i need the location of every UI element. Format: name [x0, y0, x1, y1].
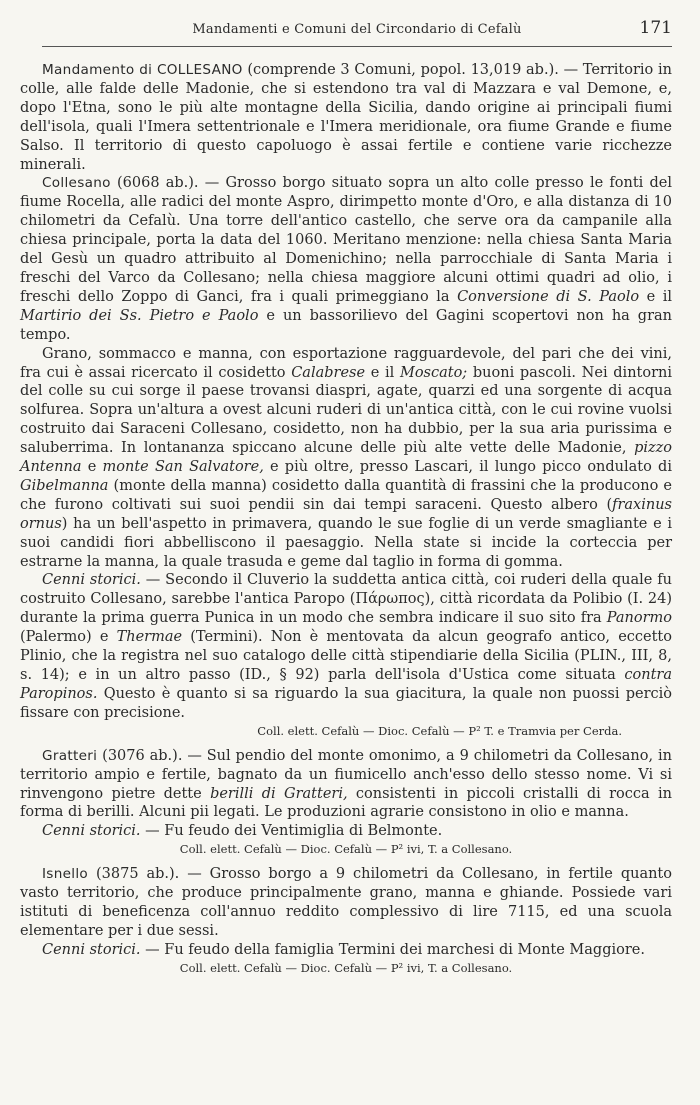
- page-number: 171: [639, 18, 672, 38]
- isnello-paragraph: Isnello (3875 ab.). — Grosso borgo a 9 chilometri da Collesano, in fertile quanto vasto territorio, che produce principalmente grano, manna e ghiande. Possiede vari istituti di beneficenza coll'annuo reddito complessivo di lire 7115, ed una scuola elementare per i due sessi.: [20, 866, 672, 939]
- isnello-history-paragraph: Cenni storici. — Fu feudo della famiglia Termini dei marchesi di Monte Maggiore.: [42, 941, 645, 958]
- mandamento-paragraph: Mandamento di COLLESANO (comprende 3 Comuni, popol. 13,019 ab.). — Territorio in colle, alle falde delle Madonie, che si estendono tra val di Mazzara e val Demone, e, dopo l'Etna, sono le più alte montagne della Sicilia, dando origine ai principali fiumi dell'isola, quali l'Imera settentrionale e l'Imera meridionale, ora fiume Grande e fiume Salso. Il territorio di questo capoluogo è assai fertile e contiene varie ricchezze minerali.: [20, 62, 672, 173]
- collesano-footer-line: Coll. elett. Cefalù — Dioc. Cefalù — P² T. e Tramvia per Cerda.: [257, 723, 622, 738]
- collesano-paragraph: Collesano (6068 ab.). — Grosso borgo situato sopra un alto colle presso le fonti del fiume Rocella, alle radici del monte Aspro, dirimpetto monte d'Oro, e alla distanza di 10 chilometri da Cefalù. Una torre dell'antico castello, che serve ora da campanile alla chiesa principale, porta la data del 1060. Meritano menzione: nella chiesa Santa Maria del Gesù un quadro attribuito al Domenichino; nella parrocchiale di Santa Maria i freschi del Varco da Collesano; nella chiesa maggiore alcuni ottimi quadri ad olio, i freschi dello Zoppo di Ganci, fra i quali primeggiano la Conversione di S. Paolo e il Martirio dei Ss. Pietro e Paolo e un bassorilievo del Gagini scopertovi non ha gran tempo.: [20, 175, 673, 343]
- gratteri-footer-line: Coll. elett. Cefalù — Dioc. Cefalù — P² ivi, T. a Collesano.: [179, 842, 513, 857]
- cenni-storici-label: Cenni storici.: [42, 941, 141, 958]
- cenni-storici-label: Cenni storici.: [42, 823, 141, 840]
- collesano-history-paragraph: Cenni storici. — Secondo il Cluverio la suddetta antica città, coi ruderi della quale fu costruito Collesano, sarebbe l'antica Paropo (Πάρωπος), città ricordata da Polibio (I. 24) durante la prima guerra Punica in un modo che sembra indicare il suo sito fra Panormo (Palermo) e Thermae (Termini). Non è mentovata da alcun geografo antico, eccetto Plinio, che la registra nel suo catalogo delle città stipendiarie della Sicilia (PLIN., III, 8, s. 14); e in un altro passo (ID., § 92) parla dell'isola d'Ustica come situata contra Paropinos. Questo è quanto si sa riguardo la sua giacitura, la quale non puossi perciò fissare con precisione.: [20, 572, 672, 721]
- collesano-products-paragraph: Grano, sommacco e manna, con esportazione ragguardevole, del pari che dei vini, fra cui è assai ricercato il cosidetto Calabrese e il Moscato; buoni pascoli. Nei dintorni del colle su cui sorge il paese trovansi diaspri, agate, quarzi ed una sorgente di acqua solfurea. Sopra un'altura a ovest alcuni ruderi di un'antica città, con le cui rovine vuolsi costruito dai Saraceni Collesano, cosidetto, non ha dubbio, per la sua aria purissima e saluberrima. In lontananza spiccano alcune delle più alte vette delle Madonie, pizzo Antenna e monte San Salvatore, e più oltre, presso Lascari, il lungo picco ondulato di Gibelmanna (monte della manna) cosidetto dalla quantità di frassini che la producono e che furono coltivati sui suoi pendii sin dai tempi saraceni. Questo albero (fraxinus ornus) ha un bell'aspetto in primavera, quando le sue foglie di un verde smagliante e i suoi candidi fiori abbelliscono il paesaggio. Nella state si incide la corteccia per estrarne la manna, la quale trasuda e geme dal taglio in forma di gomma.: [20, 345, 673, 570]
- collesano-label: Collesano: [42, 175, 111, 192]
- cenni-storici-label: Cenni storici.: [42, 572, 141, 589]
- running-header: [42, 16, 672, 47]
- gratteri-paragraph: Gratteri (3076 ab.). — Sul pendio del monte omonimo, a 9 chilometri da Collesano, in territorio ampio e fertile, bagnato da un fiumicello anch'esso dello stesso nome. Vi si rinvengono pietre dette berilli di Gratteri, consistenti in piccoli cristalli di rocca in forma di berilli. Alcuni pii legati. Le produzioni agrarie consistono in olio e manna.: [20, 747, 672, 821]
- header-title: Mandamenti e Comuni del Circondario di Cefalù: [192, 22, 522, 37]
- isnello-footer-line: Coll. elett. Cefalù — Dioc. Cefalù — P² ivi, T. a Collesano.: [179, 960, 513, 975]
- gratteri-label: Gratteri: [42, 747, 98, 764]
- gratteri-history-paragraph: Cenni storici. — Fu feudo dei Ventimiglia di Belmonte.: [42, 823, 443, 840]
- page-body: [20, 61, 672, 976]
- mandamento-label: Mandamento di COLLESANO: [42, 62, 243, 78]
- isnello-label: Isnello: [42, 866, 89, 883]
